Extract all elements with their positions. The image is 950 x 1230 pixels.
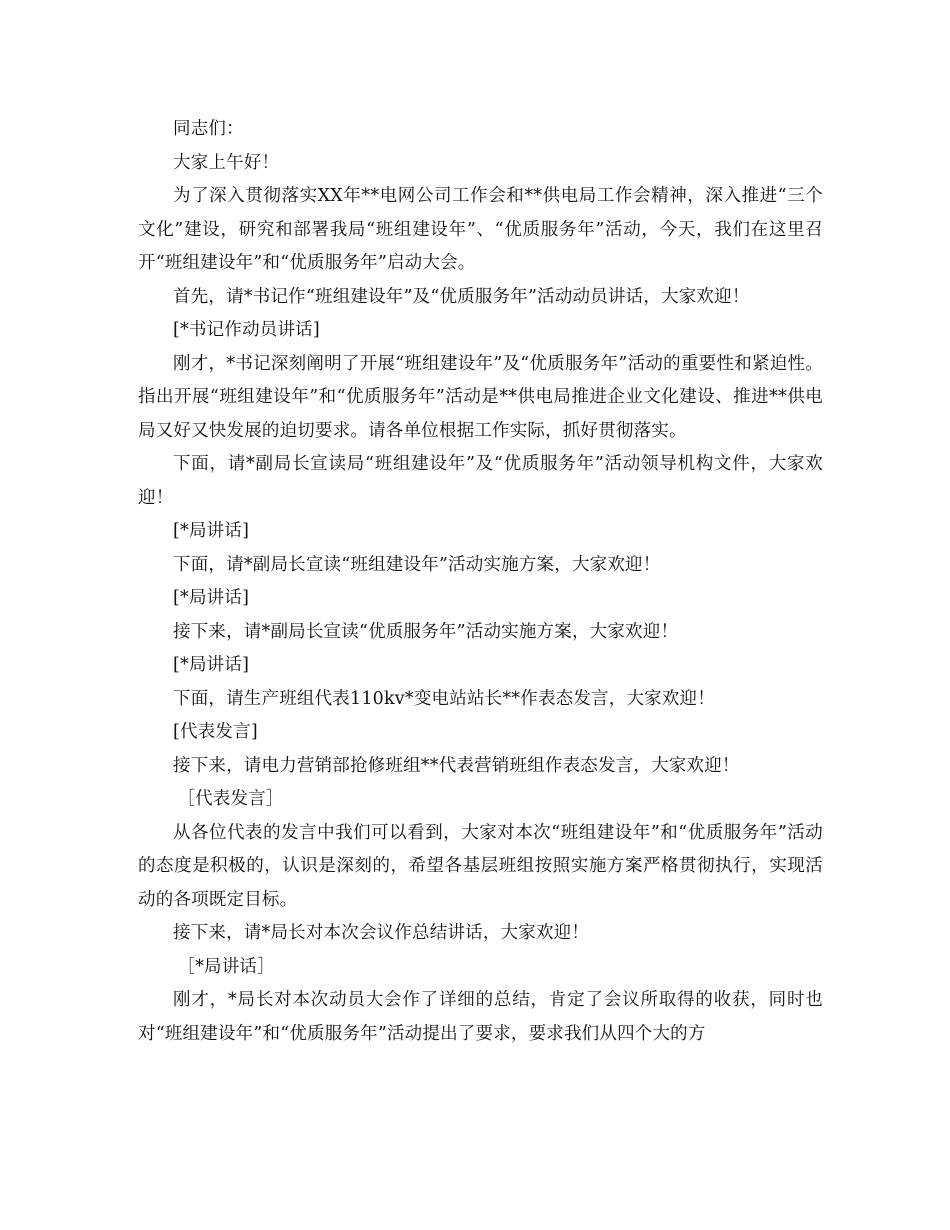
paragraph: 接下来，请*副局长宣读“优质服务年”活动实施方案，大家欢迎！ [173,621,679,642]
paragraph: 下面，请*副局长宣读局“班组建设年”及“优质服务年”活动领导机构文件，大家欢迎！ [138,454,823,508]
stage-direction: [*局讲话] [173,655,250,675]
paragraph: 下面，请生产班组代表110kv*变电站站长**作表态发言，大家欢迎！ [173,688,715,709]
stage-direction: [*局讲话] [173,588,250,608]
greeting: 大家上午好！ [173,152,280,173]
paragraph: 接下来，请电力营销部抢修班组**代表营销班组作表态发言，大家欢迎！ [173,755,740,776]
stage-direction: [*局讲话] [173,521,250,541]
paragraph: 刚才，*书记深刻阐明了开展“班组建设年”及“优质服务年”活动的重要性和紧迫性。指出开展“班组建设年”和“优质服务年”活动是**供电局推进企业文化建设、推进**供电局又好又快发展的迫切要求。请各单位根据工作实际，抓好贯彻落实。 [138,353,823,441]
document-page [138,113,823,1051]
paragraph: 接下来，请*局长对本次会议作总结讲话，大家欢迎！ [173,923,590,943]
opening-paragraph: 为了深入贯彻落实XX年**电网公司工作会和**供电局工作会精神，深入推进“三个文化”建设，研究和部署我局“班组建设年”、“优质服务年”活动，今天，我们在这里召开“班组建设年”和“优质服务年”启动大会。 [138,186,823,273]
stage-direction: [*书记作动员讲话] [173,320,320,340]
stage-direction: [代表发言] [173,722,258,742]
paragraph: 下面，请*副局长宣读“班组建设年”活动实施方案，大家欢迎！ [173,554,661,575]
paragraph: 首先，请*书记作“班组建设年”及“优质服务年”活动动员讲话，大家欢迎！ [173,286,750,307]
paragraph: 从各位代表的发言中我们可以看到，大家对本次“班组建设年”和“优质服务年”活动的态度是积极的，认识是深刻的，希望各基层班组按照实施方案严格贯彻执行，实现活动的各项既定目标。 [138,822,823,910]
salutation: 同志们： [173,119,244,139]
stage-direction: ［*局讲话］ [177,956,275,977]
stage-direction: ［代表发言］ [177,789,284,809]
closing-paragraph: 刚才，*局长对本次动员大会作了详细的总结，肯定了会议所取得的收获，同时也对“班组建设年”和“优质服务年”活动提出了要求，要求我们从四个大的方 [138,990,823,1044]
